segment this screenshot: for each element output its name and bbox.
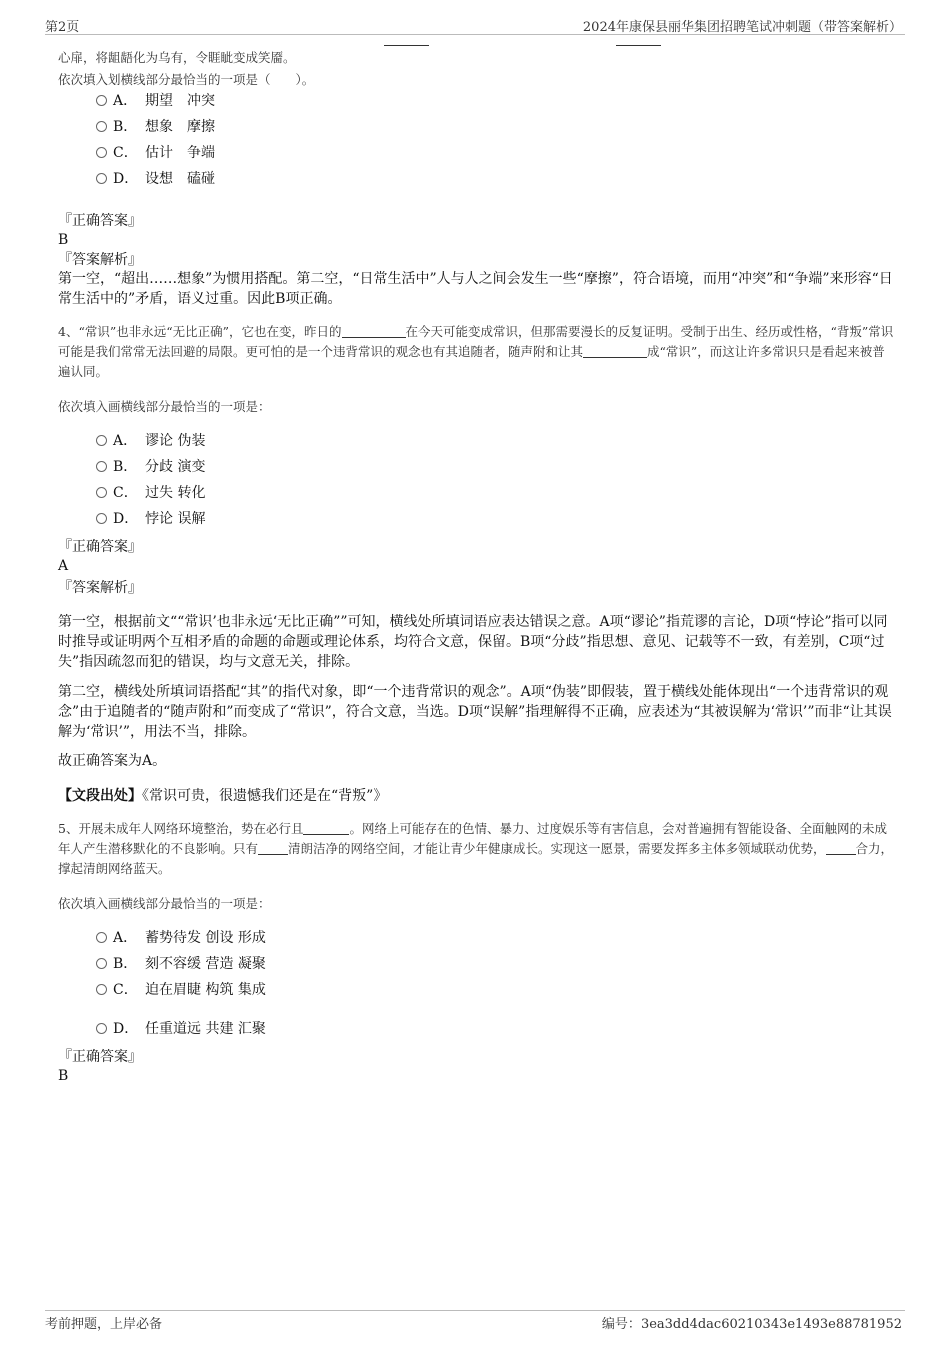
q5-blank-3 — [826, 842, 856, 855]
q5-answer: B — [58, 1068, 69, 1084]
radio-icon[interactable] — [96, 984, 107, 995]
q3-analysis: 第一空，“超出……想象”为惯用搭配。第二空，“日常生活中”人与人之间会发生一些“摩擦”，符合语境，而用“冲突”和“争端”来形容“日常生活中的”矛盾，语义过重。因此B项正确。 — [58, 271, 893, 307]
q4-analysis-2: 第二空，横线处所填词语搭配“其”的指代对象，即“一个违背常识的观念”。A项“伪装”即假装，置于横线处能体现出“一个违背常识的观念”由于追随者的“随声附和”而变成了“常识”，符合文意，当选。D项“误解”指理解得不正确，应表述为“其被误解为‘常识’”而非“让其误解为‘常识’”，用法不当，排除。 — [58, 684, 892, 740]
radio-icon[interactable] — [96, 513, 107, 524]
q4-option-c[interactable]: C． 过失 转化 — [96, 483, 205, 503]
radio-icon[interactable] — [96, 121, 107, 132]
q5-blank-2 — [258, 842, 288, 855]
q4-option-d[interactable]: D． 悖论 误解 — [96, 509, 205, 529]
q5-passage: 5、开展未成年人网络环境整治，势在必行且 。网络上可能存在的色情、暴力、过度娱乐等有害信息，会对普遍拥有智能设备、全面触网的未成年人产生潜移默化的不良影响。只有 清朗洁净的网络空间，才能让青少年健康成长。实现这一愿景，需要发挥多主体多领域联动优势， 合力，撑起清朗网络蓝天。 — [58, 821, 894, 876]
q5-answer-label: 『正确答案』 — [58, 1049, 142, 1065]
q5-option-d[interactable]: D． 任重道远 共建 汇聚 — [96, 1019, 266, 1039]
document-code: 编号：3ea3dd4dac60210343e1493e88781952 — [601, 1317, 902, 1332]
q3-option-b[interactable]: B． 想象 摩擦 — [96, 117, 215, 137]
q5-blank-1 — [303, 822, 349, 835]
radio-icon[interactable] — [96, 461, 107, 472]
radio-icon[interactable] — [96, 173, 107, 184]
q4-option-b[interactable]: B． 分歧 演变 — [96, 457, 205, 477]
fragment-blank-1 — [384, 45, 429, 46]
q4-conclusion: 故正确答案为A。 — [58, 753, 167, 769]
q3-option-c[interactable]: C． 估计 争端 — [96, 143, 215, 163]
fragment-blank-2 — [616, 45, 661, 46]
document-title: 2024年康保县丽华集团招聘笔试冲刺题（带答案解析） — [582, 20, 902, 35]
q3-answer-label: 『正确答案』 — [58, 213, 142, 229]
q5-option-a[interactable]: A． 蓄势待发 创设 形成 — [96, 928, 266, 948]
q4-blank-2 — [583, 345, 647, 358]
q4-prompt: 依次填入画横线部分最恰当的一项是： — [58, 399, 271, 414]
q4-answer: A — [58, 558, 69, 574]
footer-rule — [45, 1310, 905, 1311]
q3-option-a[interactable]: A． 期望 冲突 — [96, 91, 215, 111]
radio-icon[interactable] — [96, 95, 107, 106]
page-number: 第2页 — [45, 20, 80, 35]
q3-analysis-label: 『答案解析』 — [58, 252, 142, 268]
radio-icon[interactable] — [96, 487, 107, 498]
radio-icon[interactable] — [96, 147, 107, 158]
q5-option-b[interactable]: B． 刻不容缓 营造 凝聚 — [96, 954, 266, 974]
q5-prompt: 依次填入画横线部分最恰当的一项是： — [58, 896, 271, 911]
radio-icon[interactable] — [96, 932, 107, 943]
q4-option-a[interactable]: A． 谬论 伪装 — [96, 431, 205, 451]
q4-analysis-1: 第一空，根据前文““常识’也非永远‘无比正确””可知，横线处所填词语应表达错误之意。A项“谬论”指荒谬的言论，D项“悖论”指可以同时推导或证明两个互相矛盾的命题的命题或理论体系，均符合文意，保留。B项“分歧”指思想、意见、记载等不一致，有差别，C项“过失”指因疏忽而犯的错误，均与文意无关，排除。 — [58, 614, 888, 670]
radio-icon[interactable] — [96, 958, 107, 969]
q5-option-c[interactable]: C． 迫在眉睫 构筑 集成 — [96, 980, 266, 1000]
radio-icon[interactable] — [96, 1023, 107, 1034]
q4-analysis-label: 『答案解析』 — [58, 580, 142, 596]
q3-passage-tail: 心扉，将龃龉化为乌有，令睚眦变成笑靥。 — [58, 50, 296, 65]
q4-answer-label: 『正确答案』 — [58, 539, 142, 555]
footer-slogan: 考前押题，上岸必备 — [45, 1317, 163, 1332]
q4-passage: 4、“常识”也非永远“无比正确”，它也在变，昨日的 在今天可能变成常识，但那需要漫长的反复证明。受制于出生、经历或性格，“背叛”常识可能是我们常常无法回避的局限。更可怕的是一个违背常识的观念也有其追随者，随声附和让其 成“常识”，而这让许多常识只是看起来被普遍认同。 — [58, 324, 894, 379]
q3-answer: B — [58, 232, 69, 248]
q4-blank-1 — [342, 325, 406, 338]
q4-source: 【文段出处】《常识可贵，很遗憾我们还是在“背叛”》 — [58, 788, 388, 804]
radio-icon[interactable] — [96, 435, 107, 446]
q3-prompt: 依次填入划横线部分最恰当的一项是（ ）。 — [58, 72, 315, 87]
header-rule — [45, 34, 905, 35]
q3-option-d[interactable]: D． 设想 磕碰 — [96, 169, 215, 189]
